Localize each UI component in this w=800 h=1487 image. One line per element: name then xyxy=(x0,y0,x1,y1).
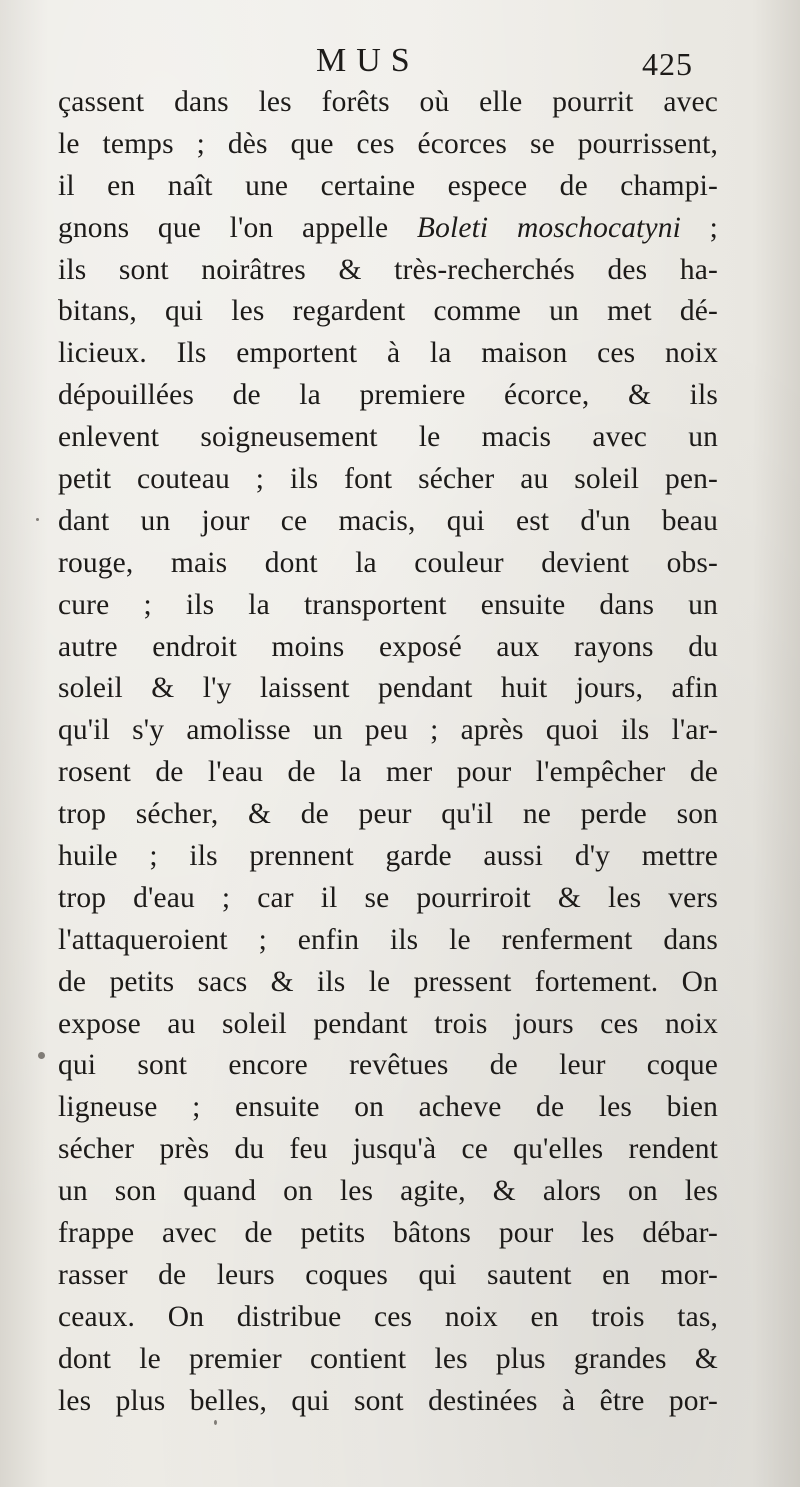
text-line: ceaux. On distribue ces noix en trois tas, xyxy=(58,1300,718,1333)
text-line: le temps ; dès que ces écorces se pourrissent, xyxy=(58,127,718,160)
text-line: les plus belles, qui sont destinées à être por- xyxy=(58,1384,718,1417)
text-line: dant un jour ce macis, qui est d'un beau xyxy=(58,504,718,537)
ink-speck xyxy=(214,1420,217,1425)
text-line: ligneuse ; ensuite on acheve de les bien xyxy=(58,1091,718,1124)
text-line: rasser de leurs coques qui sautent en mor- xyxy=(58,1258,718,1291)
text-line: cure ; ils la transportent ensuite dans un xyxy=(58,588,718,621)
text-line: expose au soleil pendant trois jours ces noix xyxy=(58,1007,718,1040)
text-line: dépouillées de la premiere écorce, & ils xyxy=(58,379,718,412)
text-line: un son quand on les agite, & alors on les xyxy=(58,1175,718,1208)
text-line: huile ; ils prennent garde aussi d'y mettre xyxy=(58,840,718,873)
text-line: autre endroit moins exposé aux rayons du xyxy=(58,630,718,663)
text-line: sécher près du feu jusqu'à ce qu'elles rendent xyxy=(58,1133,718,1166)
text-line: il en naît une certaine espece de champi- xyxy=(58,169,718,202)
text-line-start: gnons que l'on appelle xyxy=(58,211,389,244)
text-line-with-italic xyxy=(58,208,718,250)
text-line: trop sécher, & de peur qu'il ne perde son xyxy=(58,798,718,831)
italic-term: Boleti moschocatyni xyxy=(416,211,681,244)
italic-term-punctuation: ; xyxy=(680,211,719,244)
text-line: qui sont encore revêtues de leur coque xyxy=(58,1049,718,1082)
text-line: dont le premier contient les plus grandes & xyxy=(58,1342,718,1375)
text-line: rosent de l'eau de la mer pour l'empêcher de xyxy=(58,756,718,789)
ink-speck xyxy=(38,1052,45,1059)
text-line: enlevent soigneusement le macis avec un xyxy=(58,421,718,454)
text-line: de petits sacs & ils le pressent fortement. On xyxy=(58,965,718,998)
text-line: l'attaqueroient ; enfin ils le renferment dans xyxy=(58,923,718,956)
text-line: ils sont noirâtres & très-recherchés des ha- xyxy=(58,253,718,286)
text-line: soleil & l'y laissent pendant huit jours, afin xyxy=(58,672,718,705)
text-line: çassent dans les forêts où elle pourrit avec xyxy=(58,86,718,118)
text-line: bitans, qui les regardent comme un met dé- xyxy=(58,295,718,328)
text-line: trop d'eau ; car il se pourriroit & les vers xyxy=(58,881,718,914)
text-line: qu'il s'y amolisse un peu ; après quoi ils l'ar- xyxy=(58,714,718,747)
text-line: petit couteau ; ils font sécher au soleil pen- xyxy=(58,463,718,496)
ink-speck xyxy=(36,518,39,521)
text-line: licieux. Ils emportent à la maison ces noix xyxy=(58,337,718,370)
page-number: 425 xyxy=(642,46,693,82)
text-line: rouge, mais dont la couleur devient obs- xyxy=(58,546,718,579)
body-text xyxy=(58,82,718,1423)
running-head: MUS xyxy=(316,42,420,79)
text-line: frappe avec de petits bâtons pour les débar- xyxy=(58,1217,718,1250)
